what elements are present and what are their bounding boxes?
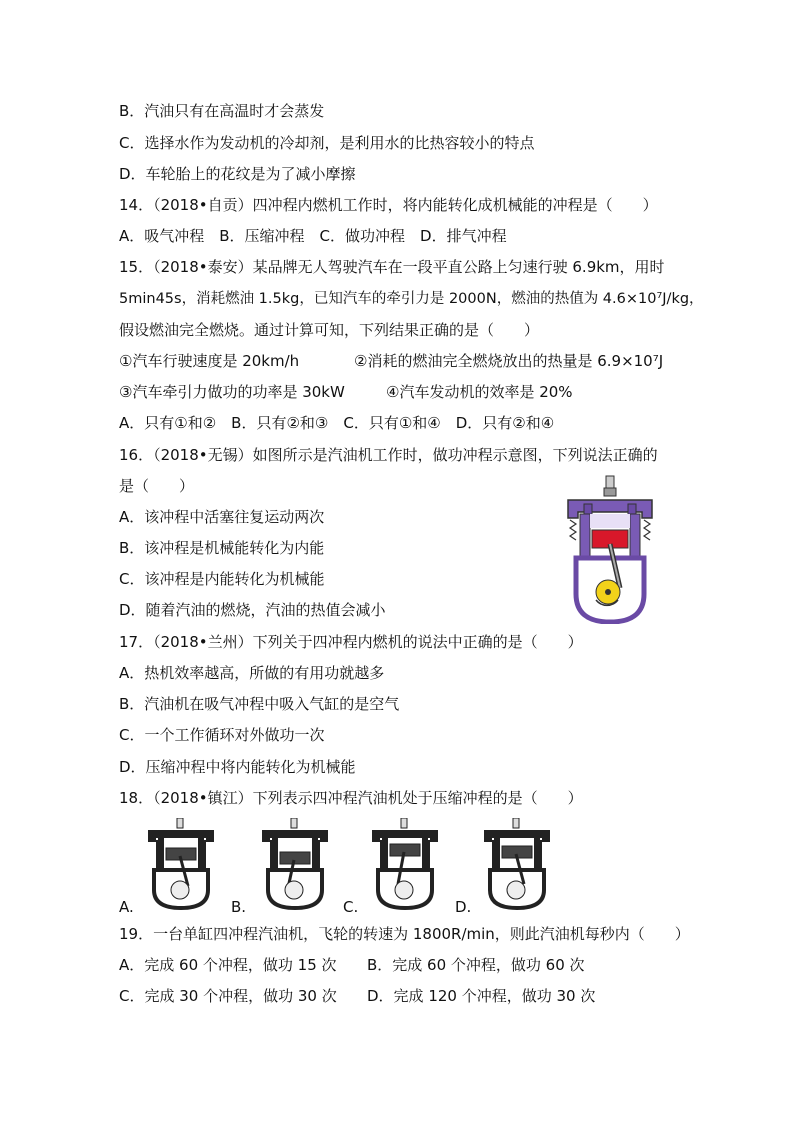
q17-option-c: C．一个工作循环对外做功一次	[119, 726, 325, 744]
q19-option-c: C．完成 30 个冲程，做功 30 次	[119, 987, 337, 1005]
q18-stem: 18．（2018•镇江）下列表示四冲程汽油机处于压缩冲程的是（ ）	[119, 789, 583, 807]
q17-option-a: A．热机效率越高，所做的有用功就越多	[119, 664, 385, 682]
q19-stem: 19．一台单缸四冲程汽油机，飞轮的转速为 1800R/min，则此汽油机每秒内（ ）	[119, 925, 690, 943]
q13-option-b: B．汽油只有在高温时才会蒸发	[119, 102, 325, 120]
q15-stem-line3: 假设燃油完全燃烧。通过计算可知，下列结果正确的是（ ）	[119, 321, 540, 339]
q18-engine-diagram-d	[480, 818, 554, 910]
q19-option-a: A．完成 60 个冲程，做功 15 次	[119, 956, 337, 974]
q18-label-b: B.	[231, 898, 247, 916]
q18-label-d: D.	[455, 898, 472, 916]
q13-option-c: C．选择水作为发动机的冷却剂，是利用水的比热容较小的特点	[119, 134, 535, 152]
q19-option-d: D．完成 120 个冲程，做功 30 次	[367, 987, 596, 1005]
q18-label-a: A.	[119, 898, 134, 916]
q18-engine-diagram-c	[368, 818, 442, 910]
q16-engine-diagram	[562, 474, 658, 624]
q18-engine-diagram-b	[258, 818, 332, 910]
q18-engine-diagram-a	[144, 818, 218, 910]
q15-statement-3: ③汽车牵引力做功的功率是 30kW	[119, 383, 345, 401]
q17-stem: 17．（2018•兰州）下列关于四冲程内燃机的说法中正确的是（ ）	[119, 633, 583, 651]
q15-stem-line1: 15．（2018•泰安）某品牌无人驾驶汽车在一段平直公路上匀速行驶 6.9km，用时	[119, 258, 665, 276]
q16-option-b: B．该冲程是机械能转化为内能	[119, 539, 325, 557]
q15-statement-2: ②消耗的燃油完全燃烧放出的热量是 6.9×10⁷J	[354, 352, 664, 370]
q16-option-d: D．随着汽油的燃烧，汽油的热值会减小	[119, 601, 386, 619]
q14-stem: 14．（2018•自贡）四冲程内燃机工作时，将内能转化成机械能的冲程是（ ）	[119, 196, 658, 214]
q17-option-d: D．压缩冲程中将内能转化为机械能	[119, 758, 356, 776]
q15-statement-1: ①汽车行驶速度是 20km/h	[119, 352, 300, 370]
q14-options: A．吸气冲程 B．压缩冲程 C．做功冲程 D．排气冲程	[119, 227, 507, 245]
q16-option-a: A．该冲程中活塞往复运动两次	[119, 508, 325, 526]
q17-option-b: B．汽油机在吸气冲程中吸入气缸的是空气	[119, 695, 400, 713]
q19-option-b: B．完成 60 个冲程，做功 60 次	[367, 956, 585, 974]
q15-statement-4: ④汽车发动机的效率是 20%	[386, 383, 573, 401]
q15-options: A．只有①和② B．只有②和③ C．只有①和④ D．只有②和④	[119, 414, 555, 432]
q16-option-c: C．该冲程是内能转化为机械能	[119, 570, 325, 588]
q16-stem-line2: 是（ ）	[119, 477, 195, 495]
q15-stem-line2: 5min45s，消耗燃油 1.5kg，已知汽车的牵引力是 2000N，燃油的热值为 4.6×10⁷J/kg，	[119, 291, 704, 307]
q13-option-d: D．车轮胎上的花纹是为了减小摩擦	[119, 165, 356, 183]
q16-stem-line1: 16．（2018•无锡）如图所示是汽油机工作时，做功冲程示意图，下列说法正确的	[119, 446, 658, 464]
q18-label-c: C.	[343, 898, 359, 916]
